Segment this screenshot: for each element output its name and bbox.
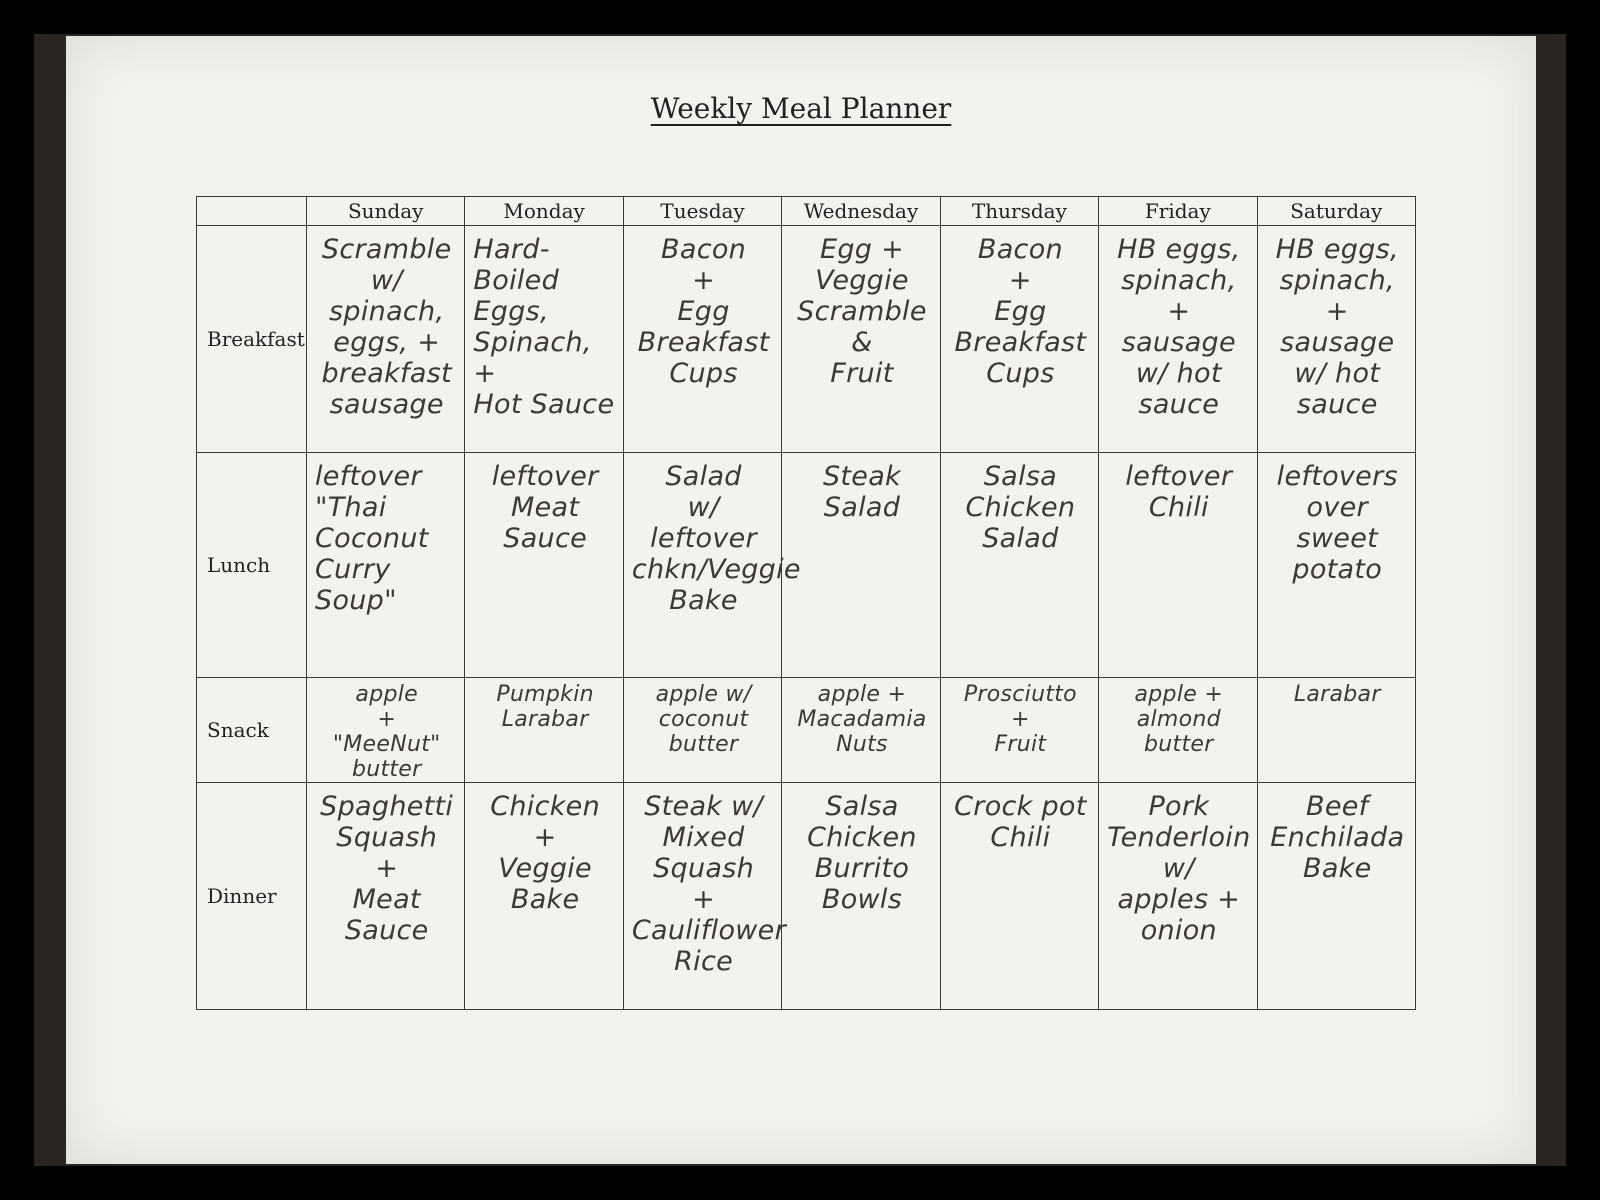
meal-text: Bacon + Egg Breakfast Cups	[954, 234, 1087, 389]
meal-text: HB eggs, spinach, + sausage w/ hot sauce	[1117, 234, 1241, 420]
cell-lunch-monday	[465, 453, 623, 678]
meal-text: Beef Enchilada Bake	[1270, 791, 1405, 884]
row-label-lunch: Lunch	[197, 453, 307, 678]
cell-breakfast-wednesday	[782, 226, 940, 453]
day-header-sunday: Sunday	[307, 197, 465, 226]
cell-snack-saturday	[1257, 678, 1415, 783]
cell-dinner-tuesday	[623, 783, 786, 1010]
row-breakfast	[197, 226, 1416, 453]
day-header-thursday: Thursday	[940, 197, 1098, 226]
meal-text: apple + "MeeNut" butter	[332, 682, 441, 782]
day-header-wednesday: Wednesday	[782, 197, 940, 226]
meal-text: Bacon + Egg Breakfast Cups	[637, 234, 770, 389]
meal-text: Spaghetti Squash + Meat Sauce	[320, 791, 454, 946]
cell-lunch-tuesday	[623, 453, 801, 678]
meal-text: Scramble w/ spinach, eggs, + breakfast sausage	[321, 234, 452, 420]
meal-text: Steak Salad	[822, 461, 901, 523]
cell-dinner-friday	[1099, 783, 1257, 1010]
cell-snack-thursday	[940, 678, 1098, 783]
meal-text: leftover Meat Sauce	[491, 461, 599, 554]
row-lunch	[197, 453, 1416, 678]
meal-text: Hard-Boiled Eggs, Spinach, + Hot Sauce	[473, 234, 615, 420]
meal-text: Steak w/ Mixed Squash + Cauliflower Rice	[631, 791, 786, 977]
cell-lunch-sunday	[307, 453, 465, 678]
meal-text: leftovers over sweet potato	[1276, 461, 1398, 585]
cell-dinner-monday	[465, 783, 623, 1010]
cell-dinner-thursday	[940, 783, 1098, 1010]
cell-lunch-friday	[1099, 453, 1257, 678]
cell-lunch-wednesday	[782, 453, 940, 678]
cell-snack-monday	[465, 678, 623, 783]
meal-text: Salsa Chicken Burrito Bowls	[807, 791, 917, 915]
meal-text: apple + Macadamia Nuts	[797, 682, 927, 757]
meal-text: leftover Chili	[1125, 461, 1233, 523]
meal-text: Prosciutto + Fruit	[963, 682, 1077, 757]
row-label-dinner: Dinner	[197, 783, 307, 1010]
cell-breakfast-tuesday	[623, 226, 781, 453]
meal-text: Crock pot Chili	[954, 791, 1087, 853]
meal-text: Egg + Veggie Scramble & Fruit	[797, 234, 927, 389]
cell-dinner-saturday	[1257, 783, 1415, 1010]
meal-text: Salsa Chicken Salad	[965, 461, 1076, 554]
cell-lunch-thursday	[940, 453, 1098, 678]
cell-breakfast-monday	[465, 226, 623, 453]
day-header-tuesday: Tuesday	[623, 197, 781, 226]
page-title: Weekly Meal Planner	[650, 92, 952, 125]
cell-dinner-wednesday	[782, 783, 940, 1010]
row-snack	[197, 678, 1416, 783]
meal-planner-table	[196, 196, 1416, 1010]
cell-lunch-saturday	[1257, 453, 1415, 678]
cell-breakfast-thursday	[940, 226, 1098, 453]
cell-breakfast-friday	[1099, 226, 1257, 453]
cell-snack-tuesday	[623, 678, 781, 783]
cell-breakfast-saturday	[1257, 226, 1415, 453]
meal-text: Chicken + Veggie Bake	[490, 791, 601, 915]
cell-snack-friday	[1099, 678, 1257, 783]
row-label-breakfast: Breakfast	[197, 226, 307, 453]
cell-dinner-sunday	[307, 783, 465, 1010]
meal-text: leftover "Thai Coconut Curry Soup"	[315, 461, 429, 616]
header-row	[197, 197, 1416, 226]
meal-text: apple + almond butter	[1134, 682, 1224, 757]
meal-text: Salad w/ leftover chkn/Veggie Bake	[631, 461, 801, 616]
day-header-friday: Friday	[1099, 197, 1257, 226]
meal-text: Pork Tenderloin w/ apples + onion	[1107, 791, 1251, 946]
paper-sheet	[66, 36, 1536, 1164]
cell-snack-wednesday	[782, 678, 940, 783]
row-label-snack: Snack	[197, 678, 307, 783]
meal-text: HB eggs, spinach, + sausage w/ hot sauce	[1275, 234, 1399, 420]
row-dinner	[197, 783, 1416, 1010]
corner-cell	[197, 197, 307, 226]
day-header-monday: Monday	[465, 197, 623, 226]
cell-snack-sunday	[307, 678, 465, 783]
meal-text: Larabar	[1293, 682, 1381, 707]
day-header-saturday: Saturday	[1257, 197, 1415, 226]
meal-text: apple w/ coconut butter	[655, 682, 752, 757]
cell-breakfast-sunday	[307, 226, 465, 453]
meal-text: Pumpkin Larabar	[496, 682, 594, 732]
